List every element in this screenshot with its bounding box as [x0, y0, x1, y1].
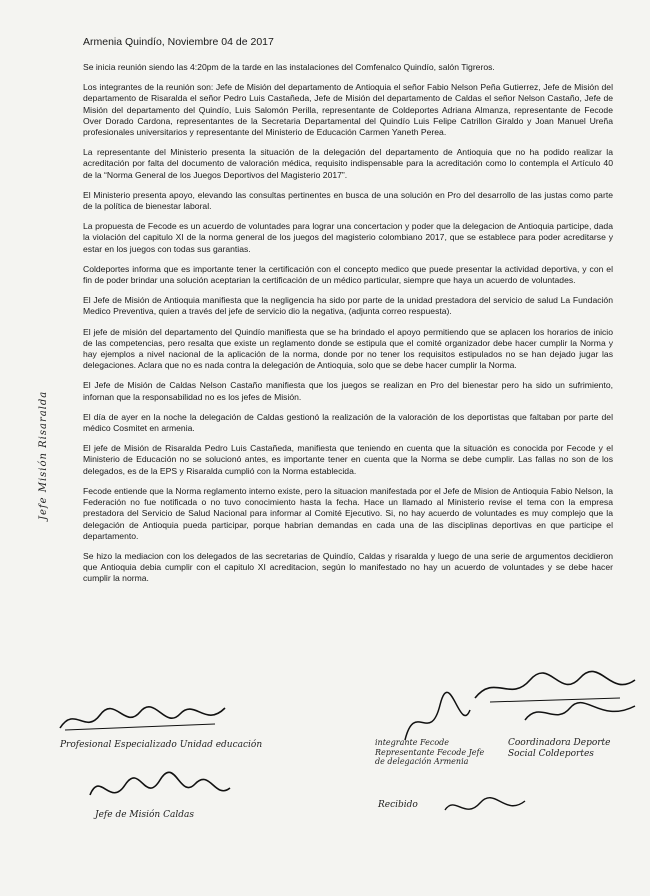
handwritten-note-mid: integrante Fecode Representante Fecode Jefe de delegación Armenia [375, 738, 485, 766]
paragraph: El jefe de Misión de Risaralda Pedro Luis Castañeda, manifiesta que teniendo en cuenta que la situación es conocida por Fecode y el Ministerio de Educación no se solucionó antes, es importante tener en cuenta que la Norma se debe cumplir. Las fallas no son de los delegados, es de la EPS y Risaralda cumplió con la Norma establecida. [83, 443, 613, 476]
signature-right-2 [520, 698, 640, 728]
paragraph: El Jefe de Misión de Antioquia manifiesta que la negligencia ha sido por parte de la unidad prestadora del servicio de salud La Fundación Medico Preventiva, quien a través del jefe de servicio dio la negativa, (adjunta correo respuesta). [83, 295, 613, 317]
signature-received [440, 795, 530, 820]
handwritten-note-left-1: Profesional Especializado Unidad educación [60, 740, 263, 750]
handwritten-received: Recibido [378, 800, 418, 810]
place-date: Armenia Quindío, Noviembre 04 de 2017 [83, 36, 274, 48]
paragraph: La propuesta de Fecode es un acuerdo de voluntades para lograr una concertacion y poder que la delegacion de Antioquia participe, dada la violación del capitulo XI de la norma general de los juegos del magisterio colombiano 2017, que se establece para poder acreditarse y estar en los juegos con todas sus garantias. [83, 221, 613, 254]
paragraph: Fecode entiende que la Norma reglamento interno existe, pero la situacion manifestada por el Jefe de Mision de Antioquia Fabio Nelson, la Federación no fue notificada o no tuvo conocimiento hasta la fecha. Hace un llamado al Ministerio revise el tema con la empresa prestadora del Servicio de Salud Nacional para informar al Comité Ejecutivo. Si, no hay acuerdo de voluntades es muy complejo que la delegación de Antioquia pueda participar, porque habrian demandas en cada una de las disciplinas deportivas en que participe el departamento. [83, 485, 613, 541]
handwritten-note-left-2: Jefe de Misión Caldas [95, 810, 194, 820]
paragraph: La representante del Ministerio presenta la situación de la delegación del departamento de Antioquia que no ha podido realizar la acreditación por falta del documento de valoración médica, requisito indispensable para la acreditación como lo contempla el Artículo 40 de la “Norma General de los Juegos Deportivos del Magisterio 2017”. [83, 147, 613, 180]
paragraph: El jefe de misión del departamento del Quindío manifiesta que se ha brindado el apoyo permitiendo que se aplacen los horarios de inicio de las competencias, pero resalta que existe un reglamento donde se estipula que el comité organizador debe hacer cumplir la Norma y hay ejemplos a nivel nacional de la aplicación de la norma, donde por no tener los requisitos estipulados no se han dejado jugar las delegaciones. Aclara que no es nada contra la delegación de Antioquia, solo que se debe hacer cumplir la Norma. [83, 326, 613, 371]
paragraph: El Jefe de Misión de Caldas Nelson Castaño manifiesta que los juegos se realizan en Pro del bienestar pero ha sido un sufrimiento, infornan que la responsabilidad no es los jefes de Misión. [83, 380, 613, 402]
paragraph: El día de ayer en la noche la delegación de Caldas gestionó la realización de la valoración de los deportistas que faltaban por parte del médico Cosmitet en armenia. [83, 411, 613, 434]
signature-left-1 [55, 700, 235, 740]
vertical-handwritten-note: Jefe Misión Risaralda [38, 390, 49, 520]
paragraph: Se hizo la mediacion con los delegados de las secretarias de Quindío, Caldas y risaralda y luego de una serie de argumentos decidieron que Antioquia debia cumplir con el capitulo XI acreditacion, según lo manifestado no hay un acuerdo de voluntades y se debe hacer cumplir la norma. [83, 550, 613, 584]
handwritten-note-right: Coordinadora Deporte Social Coldeportes [508, 738, 611, 759]
paragraph: El Ministerio presenta apoyo, elevando las consultas pertinentes en busca de una solución en Pro del desarrollo de las justas como parte de la política de bienestar laboral. [83, 189, 613, 212]
minutes-body [83, 62, 613, 594]
signature-left-2 [85, 770, 235, 810]
paragraph: Los integrantes de la reunión son: Jefe de Misión del departamento de Antioquia el señor Fabio Nelson Peña Gutierrez, Jefe de Misión del departamento de Risaralda el señor Pedro Luis Castañeda, Jefe de Misión del departamento de Caldas el señor Nelson Castaño, Jefe de Misión del departamento del Quindío, Luis Salomón Perilla, representante de Coldeportes Adriana Almanza, representante de Fecode Over Dorado Cardona, representantes de la Secretaria Departamental del Quindío Luis Felipe Catrillon Giraldo y Joan Manuel Ureña profesionales universitarios y representante del Ministerio de Educación Carmen Yaneth Perea. [83, 82, 613, 138]
paragraph: Coldeportes informa que es importante tener la certificación con el concepto medico que puede presentar la actividad deportiva, y con el fin de poder brindar una solución aceptarian la certificación de un médico particular, siempre que haya un acuerdo de voluntades. [83, 263, 613, 286]
paragraph: Se inicia reunión siendo las 4:20pm de la tarde en las instalaciones del Comfenalco Quindío, salón Tigreros. [83, 62, 495, 72]
